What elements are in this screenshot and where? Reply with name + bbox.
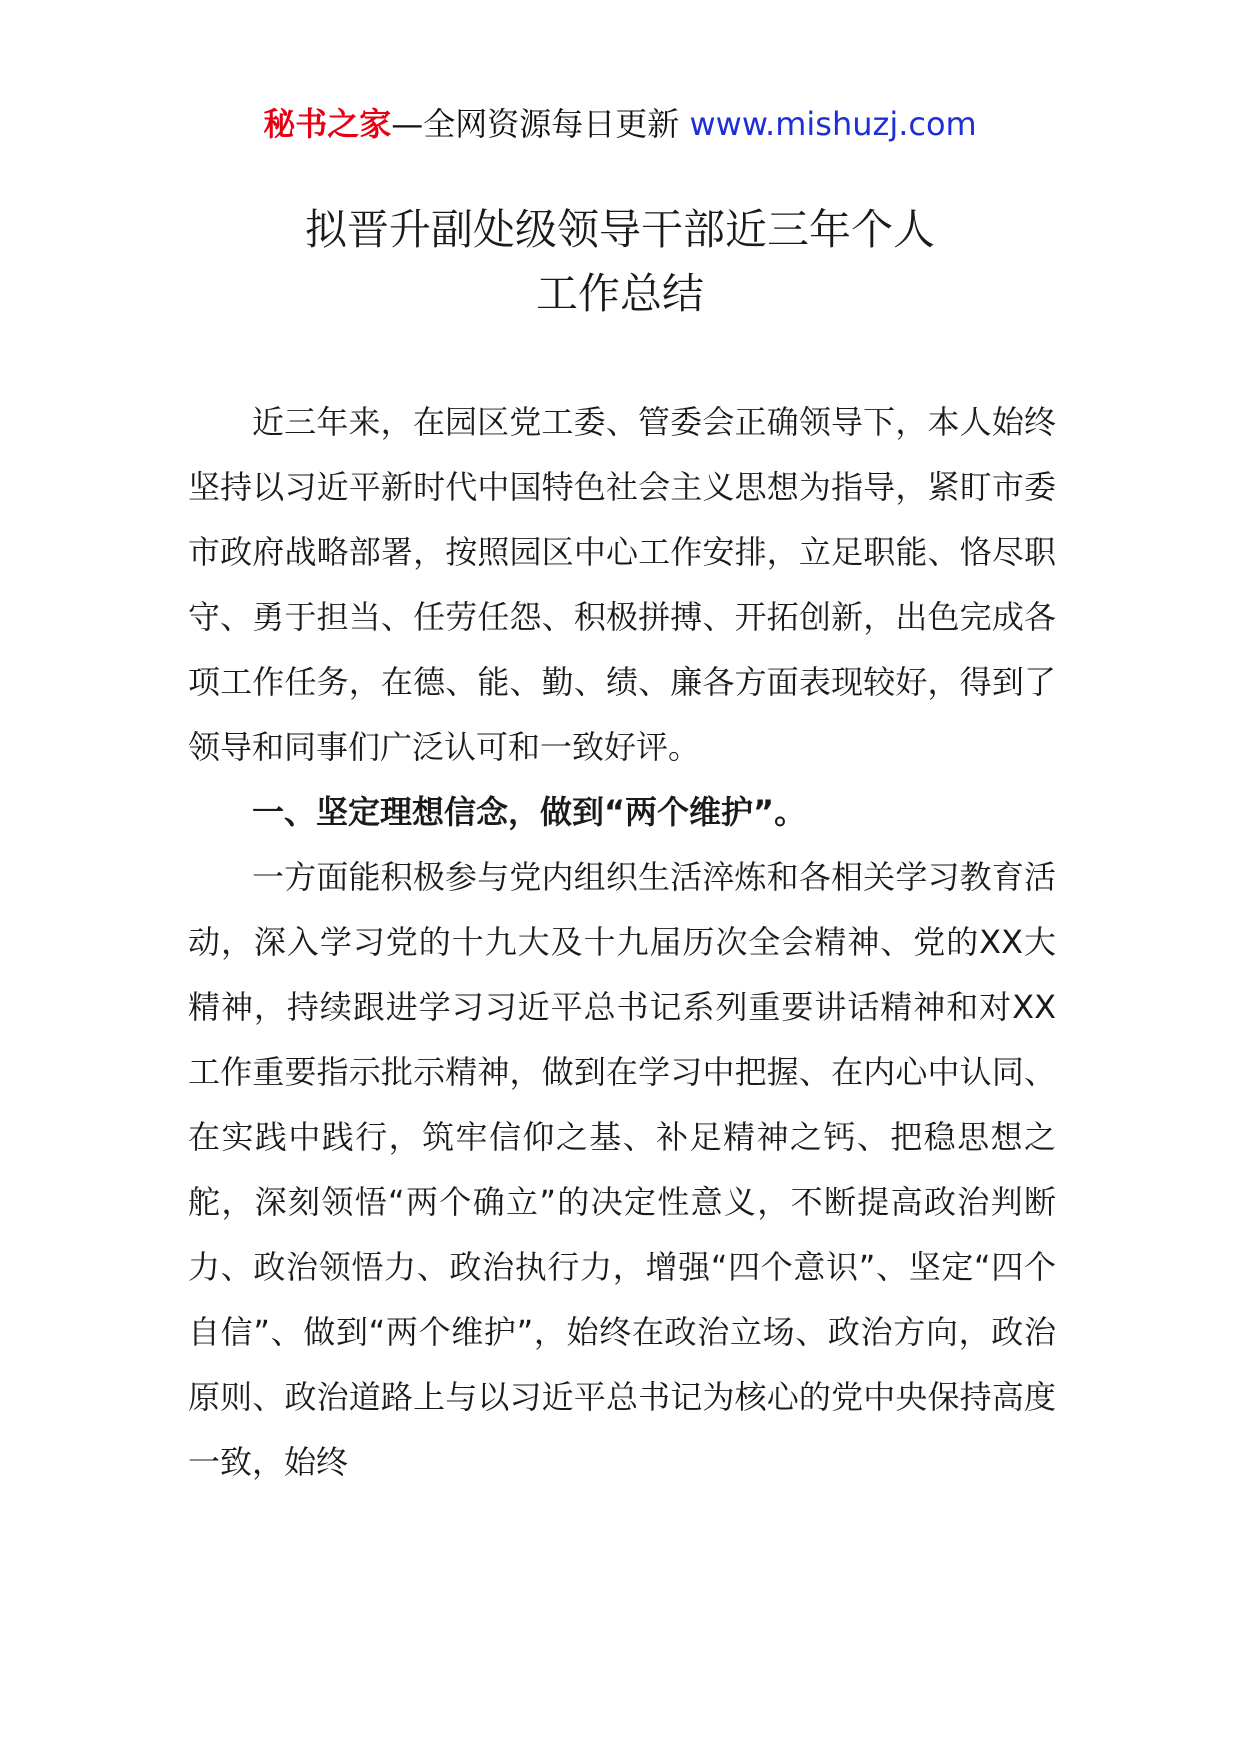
- document-body: [188, 390, 1056, 1495]
- document-title: [0, 198, 1240, 326]
- header-slogan: —全网资源每日更新: [391, 105, 690, 143]
- paragraph-intro: 近三年来，在园区党工委、管委会正确领导下，本人始终坚持以习近平新时代中国特色社会主义思想为指导，紧盯市委市政府战略部署，按照园区中心工作安排，立足职能、恪尽职守、勇于担当、任劳任怨、积极拼搏、开拓创新，出色完成各项工作任务，在德、能、勤、绩、廉各方面表现较好，得到了领导和同事们广泛认可和一致好评。: [188, 403, 1056, 766]
- section-heading-1: 一、坚定理想信念，做到“两个维护”。: [252, 793, 807, 831]
- paragraph-section-1: 一方面能积极参与党内组织生活淬炼和各相关学习教育活动，深入学习党的十九大及十九届历次全会精神、党的XX大精神，持续跟进学习习近平总书记系列重要讲话精神和对XX工作重要指示批示精神，做到在学习中把握、在内心中认同、在实践中践行，筑牢信仰之基、补足精神之钙、把稳思想之舵，深刻领悟“两个确立”的决定性意义，不断提高政治判断力、政治领悟力、政治执行力，增强“四个意识”、坚定“四个自信”、做到“两个维护”，始终在政治立场、政治方向，政治原则、政治道路上与以习近平总书记为核心的党中央保持高度一致，始终: [188, 858, 1056, 1481]
- title-line-2: 工作总结: [535, 269, 704, 318]
- site-header: [0, 102, 1240, 146]
- brand-name: 秘书之家: [263, 105, 392, 143]
- site-url-link[interactable]: www.mishuzj.com: [689, 105, 977, 143]
- title-line-1: 拟晋升副处级领导干部近三年个人: [304, 205, 935, 254]
